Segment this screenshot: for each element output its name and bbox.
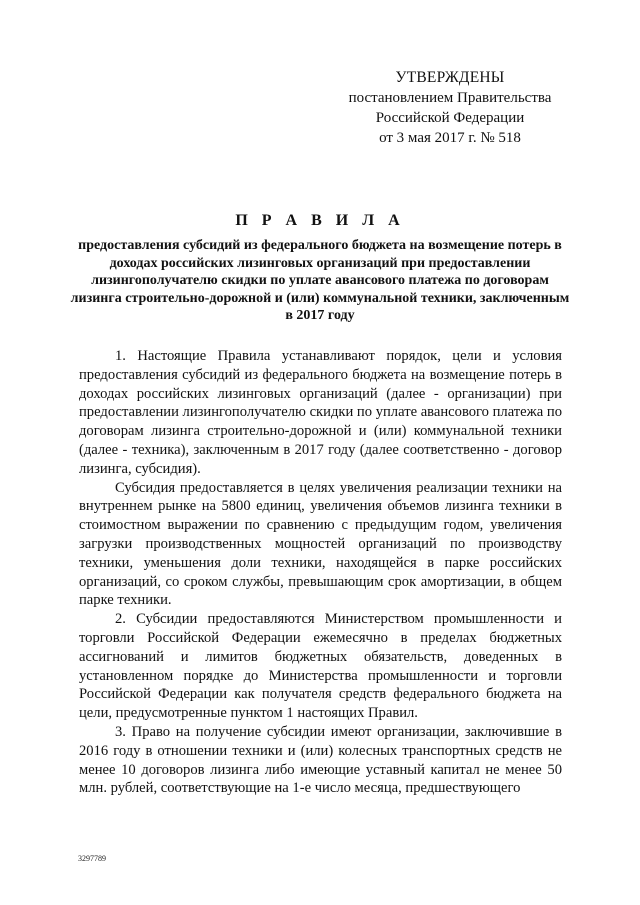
paragraph-subsidy-purpose: Субсидия предоставляется в целях увеличения реализации техники на внутреннем рынке на 5800 единиц, увеличения объемов лизинга техники в стоимостном выражении по сравнению с предыдущим годом, увеличения загрузки производственных мощностей организаций по производству техники, уменьшения доли техники, находящейся в парке российских организаций, со сроком службы, превышающим срок амортизации, в общем парке техники. [79,479,562,609]
paragraph-2: 2. Субсидии предоставляются Министерством промышленности и торговли Российской Федерации ежемесячно в пределах бюджетных ассигнований и лимитов бюджетных обязательств, доведенных в установленном порядке до Министерства промышленности и торговли Российской Федерации как получателя средств федерального бюджета на цели, предусмотренные пунктом 1 настоящих Правил. [79,611,562,722]
approval-line-country: Российской Федерации [375,110,525,126]
approval-line-date-number: от 3 мая 2017 г. № 518 [379,130,521,146]
document-code: 3297789 [78,854,106,863]
approval-block [330,68,570,148]
paragraph-1: 1. Настоящие Правила устанавливают порядок, цели и условия предоставления субсидий из федерального бюджета на возмещение потерь в доходах российских лизинговых организаций (далее - организации) при предоставлении лизингополучателю скидки по уплате авансового платежа по договорам лизинга строительно-дорожной и (или) коммунальной техники (далее - техника), заключенным в 2017 году (далее соответственно - договор лизинга, субсидия). [79,348,562,477]
document-body [79,347,562,798]
document-subtitle: предоставления субсидий из федерального бюджета на возмещение потерь в доходах российских лизинговых организаций при предоставлении лизингополучателю скидки по уплате авансового платежа по договорам лизинга строительно-дорожной и (или) коммунальной техники, заключенным в 2017 году [70,238,570,323]
approval-line-resolution: постановлением Правительства [348,90,552,106]
document-title: П Р А В И Л А [235,212,405,229]
approved-heading: УТВЕРЖДЕНЫ [395,69,505,86]
paragraph-3: 3. Право на получение субсидии имеют организации, заключившие в 2016 году в отношении техники и (или) колесных транспортных средств не менее 10 договоров лизинга либо имеющие уставный капитал не менее 50 млн. рублей, соответствующие на 1-е число месяца, предшествующего [79,723,562,797]
